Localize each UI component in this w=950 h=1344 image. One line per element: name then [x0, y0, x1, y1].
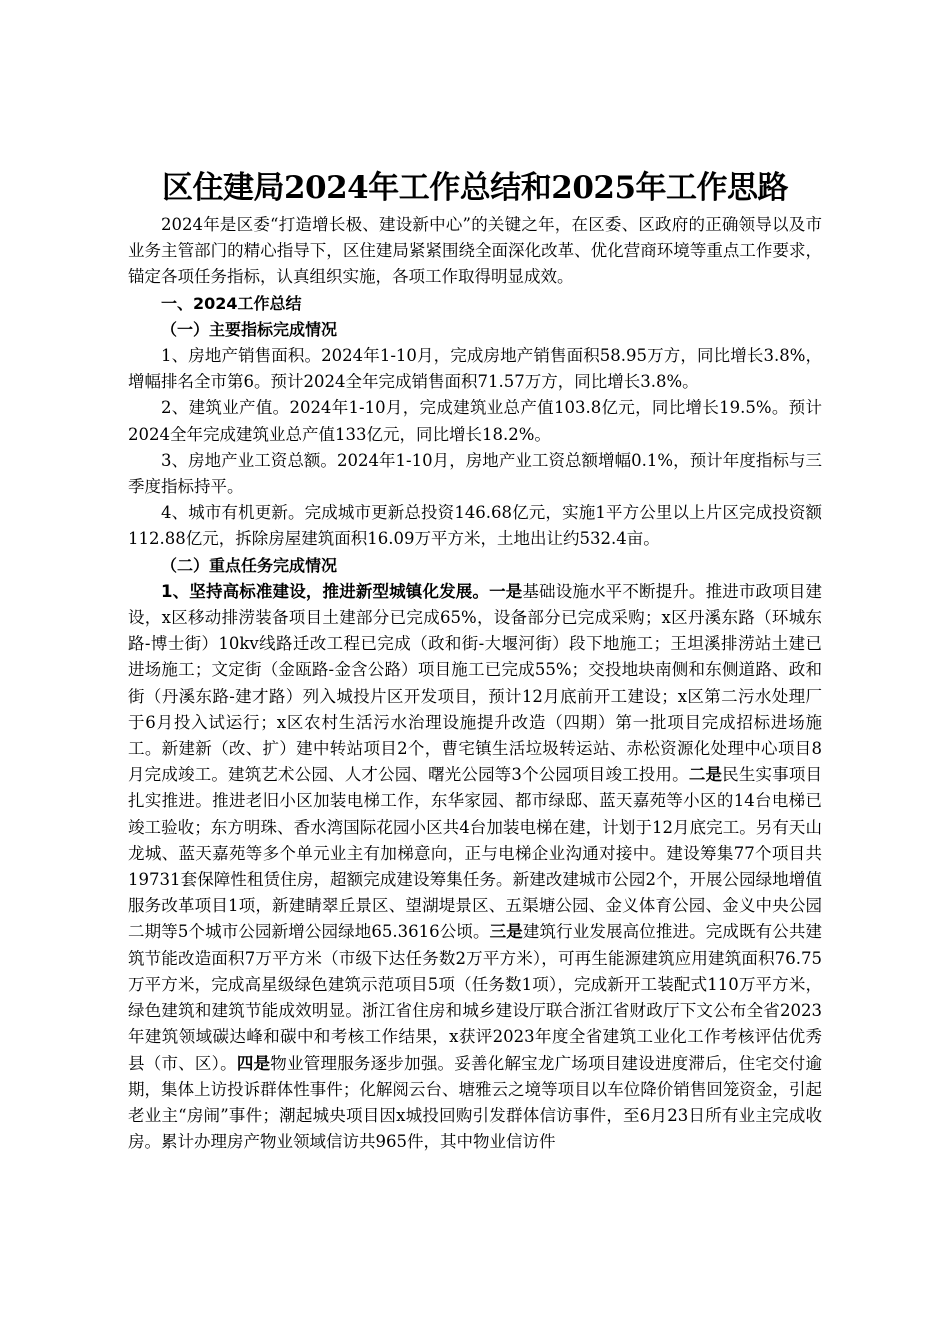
indicator-item-wages: 3、房地产业工资总额。2024年1-10月，房地产业工资总额增幅0.1%，预计年度指标与三季度指标持平。	[128, 450, 822, 497]
document-page	[128, 168, 822, 1155]
point-marker-2: 二是	[688, 765, 723, 785]
intro-paragraph: 2024年是区委“打造增长极、建设新中心”的关键之年，在区委、区政府的正确领导以及市业务主管部门的精心指导下，区住建局紧紧围绕全面深化改革、优化营商环境等重点工作要求，锚定各项任务指标，认真组织实施，各项工作取得明显成效。	[128, 215, 822, 287]
indicator-item-construction-output: 2、建筑业产值。2024年1-10月，完成建筑业总产值103.8亿元，同比增长19.5%。预计2024全年完成建筑业总产值133亿元，同比增长18.2%。	[128, 398, 822, 444]
point-text-1: 基础设施水平不断提升。推进市政项目建设，x区移动排涝装备项目土建部分已完成65%，设备部分已完成采购；x区丹溪东路（环城东路-博士街）10kv线路迁改工程已完成（政和街-大堰河街）段下地施工；王坦溪排涝站土建已进场施工；文定街（金瓯路-金含公路）项目施工已完成55%；交投地块南侧和东侧道路、政和街（丹溪东路-建才路）列入城投片区开发项目，预计12月底前开工建设；x区第二污水处理厂于6月投入试运行；x区农村生活污水治理设施提升改造（四期）第一批项目完成招标进场施工。新建新（改、扩）建中转站项目2个，曹宅镇生活垃圾转运站、赤松资源化处理中心项目8月完成竣工。建筑艺术公园、人才公园、曙光公园等3个公园项目竣工投用。	[128, 581, 823, 785]
indicator-item-sales-area: 1、房地产销售面积。2024年1-10月，完成房地产销售面积58.95万方，同比增长3.8%，增幅排名全市第6。预计2024全年完成销售面积71.57万方，同比增长3.8%。	[128, 346, 822, 392]
key-task-paragraph	[128, 579, 822, 1155]
key-task-lead: 1、坚持高标准建设，推进新型城镇化发展。	[161, 581, 490, 601]
subsection-heading-key-tasks: （二）重点任务完成情况	[161, 555, 338, 575]
point-text-3: 建筑行业发展高位推进。完成既有公共建筑节能改造面积7万平方米（市级下达任务数2万平方米），可再生能源建筑应用建筑面积76.75万平方米，完成高星级绿色建筑示范项目5项（任务数1项），完成新开工装配式110万平方米，绿色建筑和建筑节能成效明显。浙江省住房和城乡建设厅联合浙江省财政厅下文公布全省2023年建筑领域碳达峰和碳中和考核工作结果，x获评2023年度全省建筑工业化工作考核评估优秀县（市、区）。	[128, 922, 823, 1073]
point-marker-1: 一是	[489, 581, 523, 601]
point-text-4: 物业管理服务逐步加强。妥善化解宝龙广场项目建设进度滞后，住宅交付逾期，集体上访投诉群体性事件；化解阅云台、塘雅云之境等项目以车位降价销售回笼资金，引起老业主“房闹”事件；潮起城央项目因x城投回购引发群体信访事件，至6月23日所有业主完成收房。累计办理房产物业领域信访共965件，其中物业信访件	[128, 1053, 823, 1152]
section-heading-summary: 一、2024工作总结	[161, 293, 302, 313]
point-text-2: 民生实事项目扎实推进。推进老旧小区加装电梯工作，东华家园、都市绿邸、蓝天嘉苑等小区的14台电梯已竣工验收；东方明珠、香水湾国际花园小区共4台加装电梯在建，计划于12月底完工。另有天山龙城、蓝天嘉苑等多个单元业主有加梯意向，正与电梯企业沟通对接中。建设筹集77个项目共19731套保障性租赁住房，超额完成建设筹集任务。新建改建城市公园2个，开展公园绿地增值服务改革项目1项，新建睛翠丘景区、望湖堤景区、五渠塘公园、金义体育公园、金义中央公园二期等5个城市公园新增公园绿地65.3616公顷。	[128, 765, 823, 942]
subsection-heading-indicators: （一）主要指标完成情况	[161, 319, 338, 339]
point-marker-4: 四是	[236, 1053, 271, 1073]
document-title: 区住建局2024年工作总结和2025年工作思路	[161, 170, 789, 206]
indicator-item-urban-renewal: 4、城市有机更新。完成城市更新总投资146.68亿元，实施1平方公里以上片区完成投资额112.88亿元，拆除房屋建筑面积16.09万平方米，土地出让约532.4亩。	[128, 503, 822, 549]
point-marker-3: 三是	[489, 922, 523, 942]
